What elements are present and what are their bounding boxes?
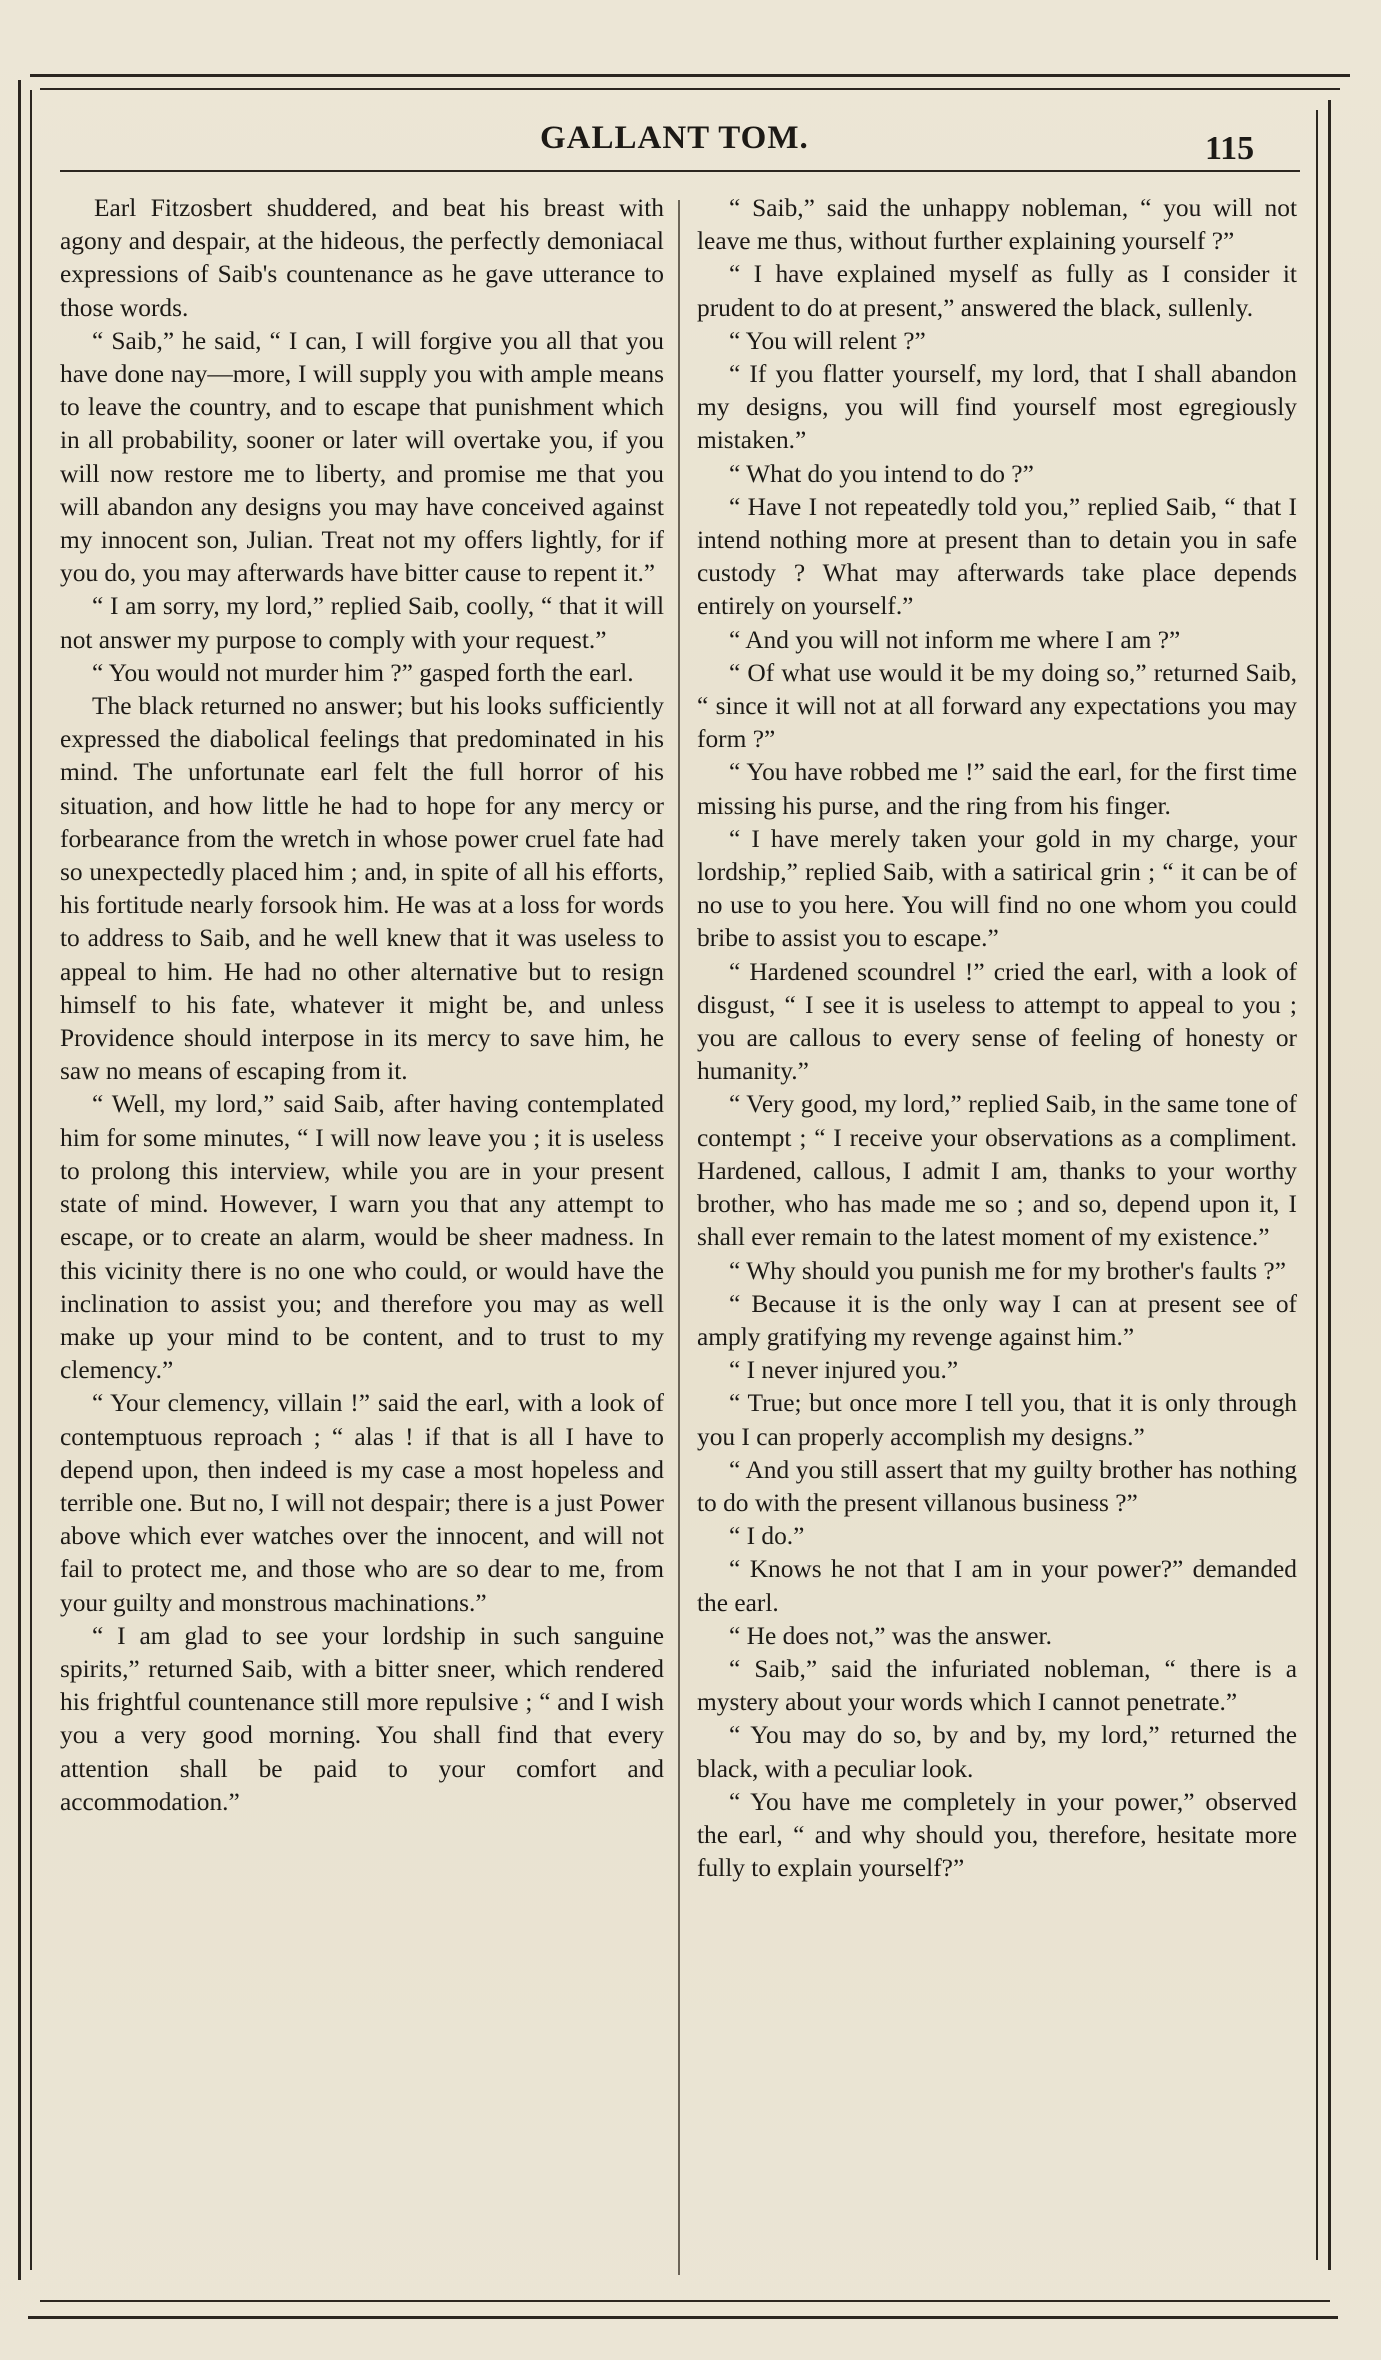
paragraph: “ Have I not repeatedly told you,” replied Saib, “ that I intend nothing more at present than to detain you in safe custody ? What may afterwards take place depends entirely on yourself.”	[697, 492, 1297, 621]
right-column	[697, 192, 1297, 1885]
paragraph: “ You have me completely in your power,” observed the earl, “ and why should you, therefore, hesitate more fully to explain yourself?”	[697, 1787, 1297, 1883]
right-border-outer	[1328, 100, 1331, 2270]
paragraph: “ Saib,” said the infuriated nobleman, “ there is a mystery about your words which I cannot penetrate.”	[697, 1654, 1297, 1717]
left-column	[60, 192, 664, 1819]
left-border-outer	[18, 80, 21, 2280]
running-title: GALLANT TOM.	[540, 120, 809, 156]
paragraph: “ Of what use would it be my doing so,” returned Saib, “ since it will not at all forward any expectations you may form ?”	[697, 658, 1297, 754]
paragraph: “ You have robbed me !” said the earl, for the first time missing his purse, and the ring from his finger.	[697, 758, 1297, 820]
paragraph: “ He does not,” was the answer.	[729, 1621, 1052, 1650]
paragraph: “ You would not murder him ?” gasped forth the earl.	[92, 658, 634, 687]
paragraph: “ Hardened scoundrel !” cried the earl, with a look of disgust, “ I see it is useless to attempt to appeal to you ; you are callous to every sense of feeling of honesty or humanity.”	[697, 957, 1297, 1086]
header-rule	[60, 170, 1300, 172]
paragraph: “ And you still assert that my guilty brother has nothing to do with the present villanous business ?”	[697, 1455, 1297, 1517]
left-border-inner	[30, 90, 32, 2270]
top-rule-outer	[30, 74, 1350, 77]
paragraph: “ You will relent ?”	[729, 326, 926, 355]
paragraph: “ If you flatter yourself, my lord, that I shall abandon my designs, you will find yourself most egregiously mistaken.”	[697, 360, 1297, 455]
paragraph: Earl Fitzosbert shuddered, and beat his breast with agony and despair, at the hideous, the perfectly demoniacal expressions of Saib's countenance as he gave utterance to those words.	[60, 194, 664, 322]
paragraph: “ Knows he not that I am in your power?” demanded the earl.	[697, 1555, 1297, 1617]
paragraph: “ What do you intend to do ?”	[729, 459, 1034, 488]
paragraph: The black returned no answer; but his looks sufficiently expressed the diabolical feelings that predominated in his mind. The unfortunate earl felt the full horror of his situation, and how little he had to hope for any mercy or forbearance from the wretch in whose power cruel fate had so unexpectedly placed him ; and, in spite of all his efforts, his fortitude nearly forsook him. He was at a loss for words to address to Saib, and he well knew that it was useless to appeal to him. He had no other alternative but to resign himself to his fate, whatever it might be, and unless Providence should interpose in its mercy to save him, he saw no means of escaping from it.	[60, 692, 664, 1086]
paragraph: “ Saib,” he said, “ I can, I will forgive you all that you have done nay—more, I will supply you with ample means to leave the country, and to escape that punishment which in all probability, sooner or later will overtake you, if you will now restore me to liberty, and promise me that you will abandon any designs you may have conceived against my innocent son, Julian. Treat not my offers lightly, for if you do, you may afterwards have bitter cause to repent it.”	[60, 326, 664, 588]
paragraph: “ Saib,” said the unhappy nobleman, “ you will not leave me thus, without further explaining yourself ?”	[697, 194, 1297, 256]
paragraph: “ And you will not inform me where I am ?”	[729, 625, 1181, 654]
bottom-rule-inner	[40, 2300, 1330, 2302]
paragraph: “ Why should you punish me for my brother's faults ?”	[729, 1256, 1286, 1285]
paragraph: “ Well, my lord,” said Saib, after having contemplated him for some minutes, “ I will now leave you ; it is useless to prolong this interview, while you are in your present state of mind. However, I warn you that any attempt to escape, or to create an alarm, would be sheer madness. In this vicinity there is no one who could, or would have the inclination to assist you; and therefore you may as well make up your mind to be content, and to trust to my clemency.”	[60, 1090, 664, 1385]
top-rule-inner	[40, 88, 1340, 90]
paragraph: “ Your clemency, villain !” said the earl, with a look of contemptuous reproach ; “ alas ! if that is all I have to depend upon, then indeed is my case a most hopeless and terrible one. But no, I will not despair; there is a just Power above which ever watches over the innocent, and will not fail to protect me, and those who are so dear to me, from your guilty and monstrous machinations.”	[60, 1389, 664, 1617]
paragraph: “ I have explained myself as fully as I consider it prudent to do at present,” answered the black, sullenly.	[697, 260, 1297, 322]
paragraph: “ I am sorry, my lord,” replied Saib, coolly, “ that it will not answer my purpose to comply with your request.”	[60, 592, 664, 654]
paragraph: “ Because it is the only way I can at present see of amply gratifying my revenge against him.”	[697, 1289, 1297, 1351]
bottom-rule-outer	[28, 2316, 1338, 2319]
page-number: 115	[1205, 130, 1255, 167]
paragraph: “ I never injured you.”	[729, 1356, 959, 1385]
column-divider	[678, 200, 680, 2275]
paragraph: “ I am glad to see your lordship in such sanguine spirits,” returned Saib, with a bitter sneer, which rendered his frightful countenance still more repulsive ; “ and I wish you a very good morning. You shall find that every attention shall be paid to your comfort and accommodation.”	[60, 1621, 664, 1816]
paragraph: “ True; but once more I tell you, that it is only through you I can properly accomplish my designs.”	[697, 1389, 1297, 1451]
paragraph: “ I do.”	[729, 1522, 805, 1551]
paragraph: “ I have merely taken your gold in my charge, your lordship,” replied Saib, with a satirical grin ; “ it can be of no use to you here. You will find no one whom you could bribe to assist you to escape.”	[697, 824, 1297, 953]
paragraph: “ Very good, my lord,” replied Saib, in the same tone of contempt ; “ I receive your observations as a compliment. Hardened, callous, I admit I am, thanks to your worthy brother, who has made me so ; and so, depend upon it, I shall ever remain to the latest moment of my existence.”	[697, 1090, 1297, 1252]
right-border-inner	[1316, 110, 1318, 2260]
paragraph: “ You may do so, by and by, my lord,” returned the black, with a peculiar look.	[697, 1721, 1297, 1783]
